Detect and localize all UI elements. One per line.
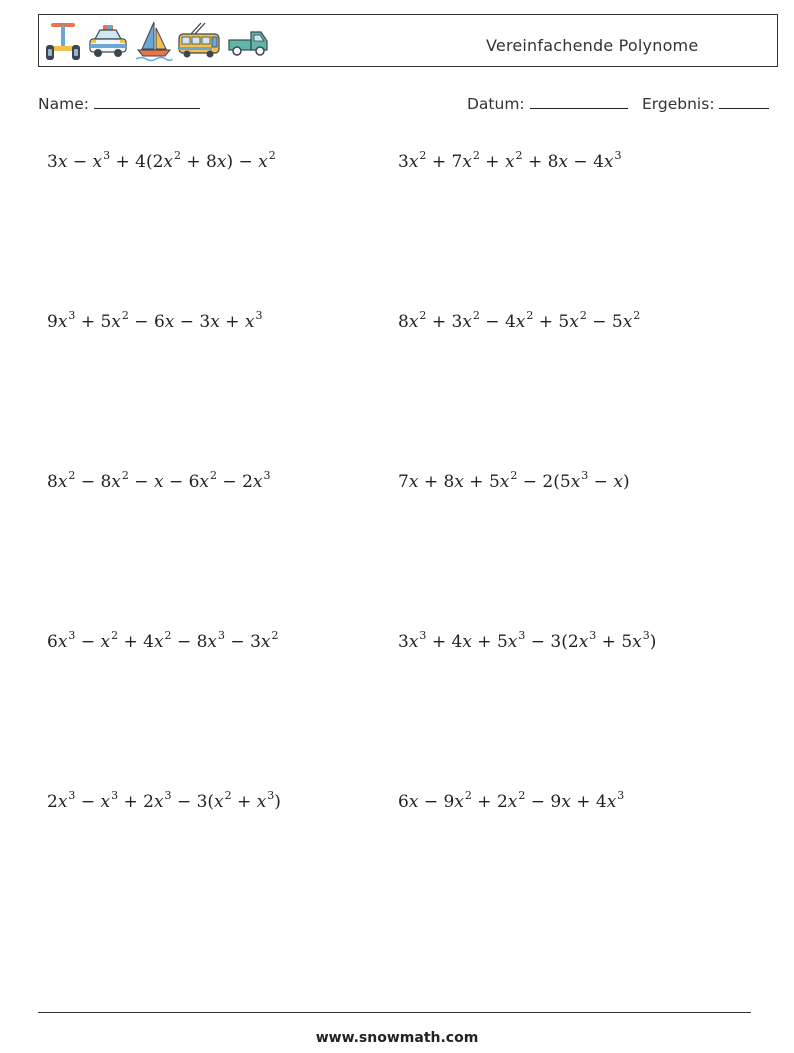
problem-10: $6x - 9x^2 + 2x^2 - 9x + 4x^3$ xyxy=(398,789,625,812)
scooter-icon xyxy=(45,20,81,62)
worksheet-header xyxy=(38,14,778,67)
name-field[interactable] xyxy=(38,94,200,113)
problem-8: $3x^3 + 4x + 5x^3 - 3(2x^3 + 5x^3)$ xyxy=(398,629,657,652)
problem-3: $9x^3 + 5x^2 - 6x - 3x + x^3$ xyxy=(47,309,263,332)
problem-6: $7x + 8x + 5x^2 - 2(5x^3 - x)$ xyxy=(398,469,630,492)
result-blank[interactable] xyxy=(719,94,769,109)
date-blank[interactable] xyxy=(530,94,628,109)
problem-5: $8x^2 - 8x^2 - x - 6x^2 - 2x^3$ xyxy=(47,469,271,492)
problem-9: $2x^3 - x^3 + 2x^3 - 3(x^2 + x^3)$ xyxy=(47,789,281,812)
problem-7: $6x^3 - x^2 + 4x^2 - 8x^3 - 3x^2$ xyxy=(47,629,279,652)
trolleybus-icon xyxy=(177,20,221,62)
date-field[interactable] xyxy=(467,94,628,113)
footer-website[interactable]: www.snowmath.com xyxy=(315,1030,479,1046)
result-label: Ergebnis: xyxy=(642,95,715,113)
name-blank[interactable] xyxy=(94,94,200,109)
sailboat-icon xyxy=(135,20,173,62)
police-car-icon xyxy=(87,20,129,62)
name-label: Name: xyxy=(38,95,89,113)
result-field[interactable] xyxy=(642,94,769,113)
footer-divider xyxy=(38,1012,751,1013)
worksheet-title: Vereinfachende Polynome xyxy=(486,36,699,55)
problem-1: $3x - x^3 + 4(2x^2 + 8x) - x^2$ xyxy=(47,149,276,172)
problem-2: $3x^2 + 7x^2 + x^2 + 8x - 4x^3$ xyxy=(398,149,622,172)
pickup-truck-icon xyxy=(227,20,271,62)
problem-4: $8x^2 + 3x^2 - 4x^2 + 5x^2 - 5x^2$ xyxy=(398,309,641,332)
date-label: Datum: xyxy=(467,95,525,113)
